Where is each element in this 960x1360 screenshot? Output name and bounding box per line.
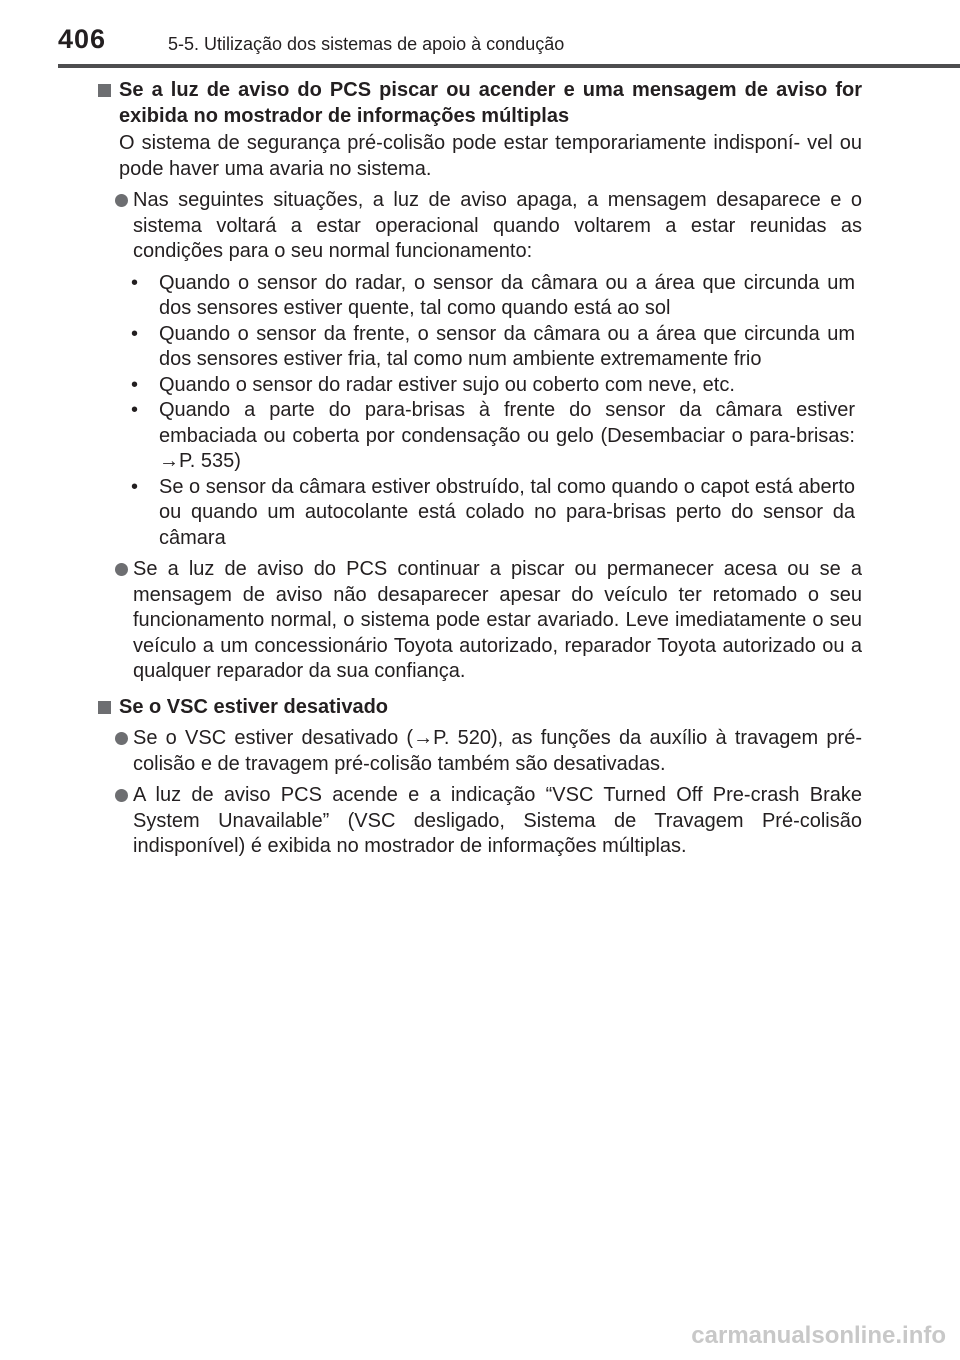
bullet-item <box>115 557 862 685</box>
watermark: carmanualsonline.info <box>691 1322 946 1349</box>
dot-bullet-icon: • <box>131 271 139 294</box>
section-title: Se a luz de aviso do PCS piscar ou acender e uma mensagem de aviso for exibida no mostrador de informações múltiplas <box>119 79 862 127</box>
page-content <box>96 78 862 870</box>
sub-list-item <box>127 398 855 475</box>
section-heading <box>96 695 862 721</box>
section-intro: O sistema de segurança pré-colisão pode estar temporariamente indisponí- vel ou pode haver uma avaria no sistema. <box>119 132 862 180</box>
dot-bullet-icon: • <box>131 399 139 421</box>
sub-list-item <box>127 322 855 373</box>
dot-bullet-icon: • <box>131 373 139 396</box>
round-bullet-icon <box>115 194 128 207</box>
round-bullet-icon <box>115 732 128 745</box>
round-bullet-icon <box>115 563 128 576</box>
header-rule <box>58 64 960 68</box>
sub-item-text: Quando o sensor da frente, o sensor da câmara ou a área que circunda um dos sensores estiver fria, tal como num ambiente extremamente frio <box>159 322 855 370</box>
bullet-item <box>115 726 862 777</box>
sub-item-text: Quando o sensor do radar, o sensor da câmara ou a área que circunda um dos sensores estiver quente, tal como quando está ao sol <box>159 271 855 319</box>
square-bullet-icon <box>98 701 111 714</box>
sub-list <box>127 271 862 552</box>
sub-list-item <box>127 373 855 399</box>
page-number: 406 <box>58 24 107 54</box>
section-heading <box>96 78 862 129</box>
chapter-title: 5-5. Utilização dos sistemas de apoio à condução <box>168 34 565 54</box>
page-header <box>0 0 960 70</box>
sub-item-text: Quando o sensor do radar estiver sujo ou coberto com neve, etc. <box>159 373 735 396</box>
bullet-text: Se a luz de aviso do PCS continuar a piscar ou permanecer acesa ou se a mensagem de aviso não desaparecer apesar do veículo ter retomado o seu funcionamento normal, o sistema pode estar avariado. Leve imediatamente o seu veículo a um concessionário Toyota autorizado, reparador Toyota autorizado ou a qualquer reparador da sua confiança. <box>133 558 862 682</box>
dot-bullet-icon: • <box>131 322 139 345</box>
sub-item-text: Quando a parte do para-brisas à frente do sensor da câmara estiver embaciada ou coberta por condensação ou gelo (Desembaciar o para-brisas: →P. 535) <box>159 399 855 472</box>
square-bullet-icon <box>98 84 111 97</box>
dot-bullet-icon: • <box>131 475 139 498</box>
sub-list-item <box>127 271 855 322</box>
section-vsc-off <box>96 695 862 860</box>
bullet-text: Nas seguintes situações, a luz de aviso apaga, a mensagem desaparece e o sistema voltará a estar operacional quando voltarem a estar reunidas as condições para o seu normal funcionamento: <box>133 189 862 262</box>
sub-list-item <box>127 475 855 552</box>
sub-item-text: Se o sensor da câmara estiver obstruído, tal como quando o capot está aberto ou quando um autocolante está colado no para-brisas perto do sensor da câmara <box>159 475 855 549</box>
section-pcs-warning <box>96 78 862 685</box>
bullet-text: Se o VSC estiver desativado (→P. 520), as funções da auxílio à travagem pré-colisão e de travagem pré-colisão também são desativadas. <box>133 727 862 775</box>
bullet-item <box>115 188 862 265</box>
bullet-item <box>115 783 862 860</box>
round-bullet-icon <box>115 789 128 802</box>
section-title: Se o VSC estiver desativado <box>119 695 389 718</box>
bullet-text: A luz de aviso PCS acende e a indicação “VSC Turned Off Pre-crash Brake System Unavailable” (VSC desligado, Sistema de Travagem Pré-colisão indisponível) é exibida no mostrador de informações múltiplas. <box>133 784 862 857</box>
